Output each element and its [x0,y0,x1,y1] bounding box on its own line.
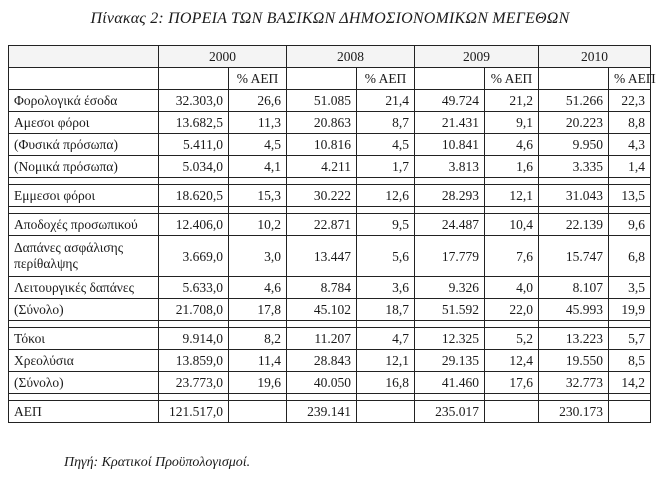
spacer-cell [287,321,357,328]
spacer-cell [287,207,357,214]
table-row [9,350,651,372]
pct-gdp-cell: 12,1 [357,350,415,372]
row-label: Φορολογικά έσοδα [9,90,159,112]
pct-gdp-cell: 16,8 [357,372,415,394]
spacer-cell [485,207,539,214]
value-cell: 13.447 [287,236,357,277]
pct-gdp-cell: 4,5 [229,134,287,156]
pct-gdp-cell: 4,6 [485,134,539,156]
pct-gdp-cell: 4,1 [229,156,287,178]
pct-gdp-cell: 9,6 [609,214,651,236]
value-cell: 51.266 [539,90,609,112]
spacer-row [9,207,651,214]
pct-gdp-cell: 14,2 [609,372,651,394]
value-cell: 32.773 [539,372,609,394]
spacer-cell [357,207,415,214]
pct-gdp-cell: 4,6 [229,277,287,299]
year-header-row [9,46,651,68]
spacer-cell [539,394,609,401]
table-row [9,328,651,350]
value-cell: 20.223 [539,112,609,134]
value-cell: 15.747 [539,236,609,277]
table-row [9,299,651,321]
spacer-cell [609,394,651,401]
pct-gdp-header: % ΑΕΠ [357,68,415,90]
pct-gdp-cell: 22,3 [609,90,651,112]
value-cell: 19.550 [539,350,609,372]
pct-gdp-cell: 1,4 [609,156,651,178]
spacer-cell [229,178,287,185]
value-cell: 4.211 [287,156,357,178]
spacer-cell [159,321,229,328]
pct-gdp-header: % ΑΕΠ [609,68,651,90]
table-row [9,214,651,236]
fiscal-aggregates-table [8,45,656,423]
table-row [9,112,651,134]
value-cell: 20.863 [287,112,357,134]
pct-gdp-cell: 11,3 [229,112,287,134]
pct-gdp-cell: 9,5 [357,214,415,236]
pct-header-row [9,68,651,90]
empty-cell [287,68,357,90]
year-header: 2008 [287,46,415,68]
value-cell: 3.669,0 [159,236,229,277]
spacer-cell [609,207,651,214]
value-cell: 10.816 [287,134,357,156]
pct-gdp-cell: 3,6 [357,277,415,299]
pct-gdp-cell: 12,1 [485,185,539,207]
spacer-cell [229,207,287,214]
table-title: Πίνακας 2: ΠΟΡΕΙΑ ΤΩΝ ΒΑΣΙΚΩΝ ΔΗΜΟΣΙΟΝΟΜΙΚΩΝ ΜΕΓΕΘΩΝ [90,10,570,27]
table-row [9,90,651,112]
value-cell: 121.517,0 [159,401,229,423]
pct-gdp-cell: 21,2 [485,90,539,112]
pct-gdp-cell: 8,7 [357,112,415,134]
pct-gdp-cell: 5,2 [485,328,539,350]
value-cell: 13.859,0 [159,350,229,372]
pct-gdp-cell: 11,4 [229,350,287,372]
year-header: 2010 [539,46,651,68]
value-cell: 10.841 [415,134,485,156]
row-label: (Νομικά πρόσωπα) [9,156,159,178]
value-cell: 51.592 [415,299,485,321]
table-row [9,236,651,277]
row-label: (Φυσικά πρόσωπα) [9,134,159,156]
value-cell: 12.406,0 [159,214,229,236]
row-label: Αμεσοι φόροι [9,112,159,134]
spacer-cell [9,321,159,328]
pct-gdp-cell: 19,6 [229,372,287,394]
corner-cell [9,68,159,90]
spacer-row [9,394,651,401]
value-cell: 18.620,5 [159,185,229,207]
value-cell: 49.724 [415,90,485,112]
value-cell: 5.411,0 [159,134,229,156]
pct-gdp-cell: 6,8 [609,236,651,277]
pct-gdp-cell: 4,7 [357,328,415,350]
pct-gdp-cell: 18,7 [357,299,415,321]
pct-gdp-cell: 10,2 [229,214,287,236]
pct-gdp-header: % ΑΕΠ [229,68,287,90]
pct-gdp-cell: 19,9 [609,299,651,321]
spacer-cell [159,207,229,214]
spacer-cell [9,394,159,401]
value-cell: 45.102 [287,299,357,321]
table-row [9,185,651,207]
value-cell: 235.017 [415,401,485,423]
value-cell: 32.303,0 [159,90,229,112]
pct-gdp-cell: 17,8 [229,299,287,321]
row-label: (Σύνολο) [9,372,159,394]
row-label: Αποδοχές προσωπικού [9,214,159,236]
value-cell: 40.050 [287,372,357,394]
corner-cell [9,46,159,68]
row-label: ΑΕΠ [9,401,159,423]
pct-gdp-cell: 12,6 [357,185,415,207]
value-cell: 51.085 [287,90,357,112]
value-cell: 24.487 [415,214,485,236]
pct-gdp-cell: 26,6 [229,90,287,112]
pct-gdp-cell: 1,6 [485,156,539,178]
table-row [9,277,651,299]
spacer-cell [609,178,651,185]
spacer-cell [485,321,539,328]
spacer-cell [159,178,229,185]
pct-gdp-cell: 3,0 [229,236,287,277]
pct-gdp-cell: 12,4 [485,350,539,372]
year-header: 2009 [415,46,539,68]
row-label: (Σύνολο) [9,299,159,321]
value-cell: 21.431 [415,112,485,134]
value-cell: 11.207 [287,328,357,350]
pct-gdp-cell: 21,4 [357,90,415,112]
pct-gdp-cell: 13,5 [609,185,651,207]
table-row [9,372,651,394]
value-cell: 31.043 [539,185,609,207]
pct-gdp-cell: 1,7 [357,156,415,178]
spacer-cell [539,321,609,328]
table-row [9,134,651,156]
pct-gdp-cell: 5,6 [357,236,415,277]
spacer-row [9,321,651,328]
spacer-cell [357,394,415,401]
spacer-cell [159,394,229,401]
spacer-cell [415,321,485,328]
pct-gdp-cell: 15,3 [229,185,287,207]
spacer-cell [539,178,609,185]
value-cell: 30.222 [287,185,357,207]
value-cell: 13.223 [539,328,609,350]
value-cell: 22.139 [539,214,609,236]
year-header: 2000 [159,46,287,68]
pct-gdp-header: % ΑΕΠ [485,68,539,90]
empty-cell [159,68,229,90]
spacer-row [9,178,651,185]
pct-gdp-cell: 3,5 [609,277,651,299]
spacer-cell [415,207,485,214]
value-cell: 3.335 [539,156,609,178]
pct-gdp-cell: 22,0 [485,299,539,321]
table-row [9,401,651,423]
value-cell: 9.326 [415,277,485,299]
spacer-cell [609,321,651,328]
empty-cell [415,68,485,90]
value-cell: 21.708,0 [159,299,229,321]
pct-gdp-cell [229,401,287,423]
spacer-cell [539,207,609,214]
value-cell: 8.107 [539,277,609,299]
value-cell: 22.871 [287,214,357,236]
spacer-cell [229,394,287,401]
spacer-cell [287,394,357,401]
pct-gdp-cell: 4,5 [357,134,415,156]
pct-gdp-cell: 8,5 [609,350,651,372]
value-cell: 41.460 [415,372,485,394]
table-row [9,156,651,178]
value-cell: 3.813 [415,156,485,178]
value-cell: 17.779 [415,236,485,277]
spacer-cell [415,394,485,401]
value-cell: 239.141 [287,401,357,423]
pct-gdp-cell: 9,1 [485,112,539,134]
pct-gdp-cell: 8,8 [609,112,651,134]
spacer-cell [357,178,415,185]
value-cell: 8.784 [287,277,357,299]
value-cell: 23.773,0 [159,372,229,394]
pct-gdp-cell: 10,4 [485,214,539,236]
row-label: Χρεολύσια [9,350,159,372]
row-label: Τόκοι [9,328,159,350]
value-cell: 5.034,0 [159,156,229,178]
empty-cell [539,68,609,90]
value-cell: 5.633,0 [159,277,229,299]
row-label: Λειτουργικές δαπάνες [9,277,159,299]
value-cell: 9.914,0 [159,328,229,350]
value-cell: 12.325 [415,328,485,350]
pct-gdp-cell: 17,6 [485,372,539,394]
row-label: Δαπάνες ασφάλισης περίθαλψης [9,236,159,277]
pct-gdp-cell [357,401,415,423]
spacer-cell [357,321,415,328]
pct-gdp-cell: 8,2 [229,328,287,350]
value-cell: 28.293 [415,185,485,207]
value-cell: 230.173 [539,401,609,423]
value-cell: 13.682,5 [159,112,229,134]
value-cell: 28.843 [287,350,357,372]
pct-gdp-cell [485,401,539,423]
source-note: Πηγή: Κρατικοί Προϋπολογισμοί. [64,455,251,470]
pct-gdp-cell: 5,7 [609,328,651,350]
spacer-cell [287,178,357,185]
pct-gdp-cell [609,401,651,423]
spacer-cell [9,178,159,185]
value-cell: 45.993 [539,299,609,321]
value-cell: 9.950 [539,134,609,156]
spacer-cell [415,178,485,185]
spacer-cell [485,178,539,185]
spacer-cell [9,207,159,214]
spacer-cell [229,321,287,328]
value-cell: 29.135 [415,350,485,372]
spacer-cell [485,394,539,401]
pct-gdp-cell: 4,3 [609,134,651,156]
pct-gdp-cell: 7,6 [485,236,539,277]
pct-gdp-cell: 4,0 [485,277,539,299]
row-label: Εμμεσοι φόροι [9,185,159,207]
